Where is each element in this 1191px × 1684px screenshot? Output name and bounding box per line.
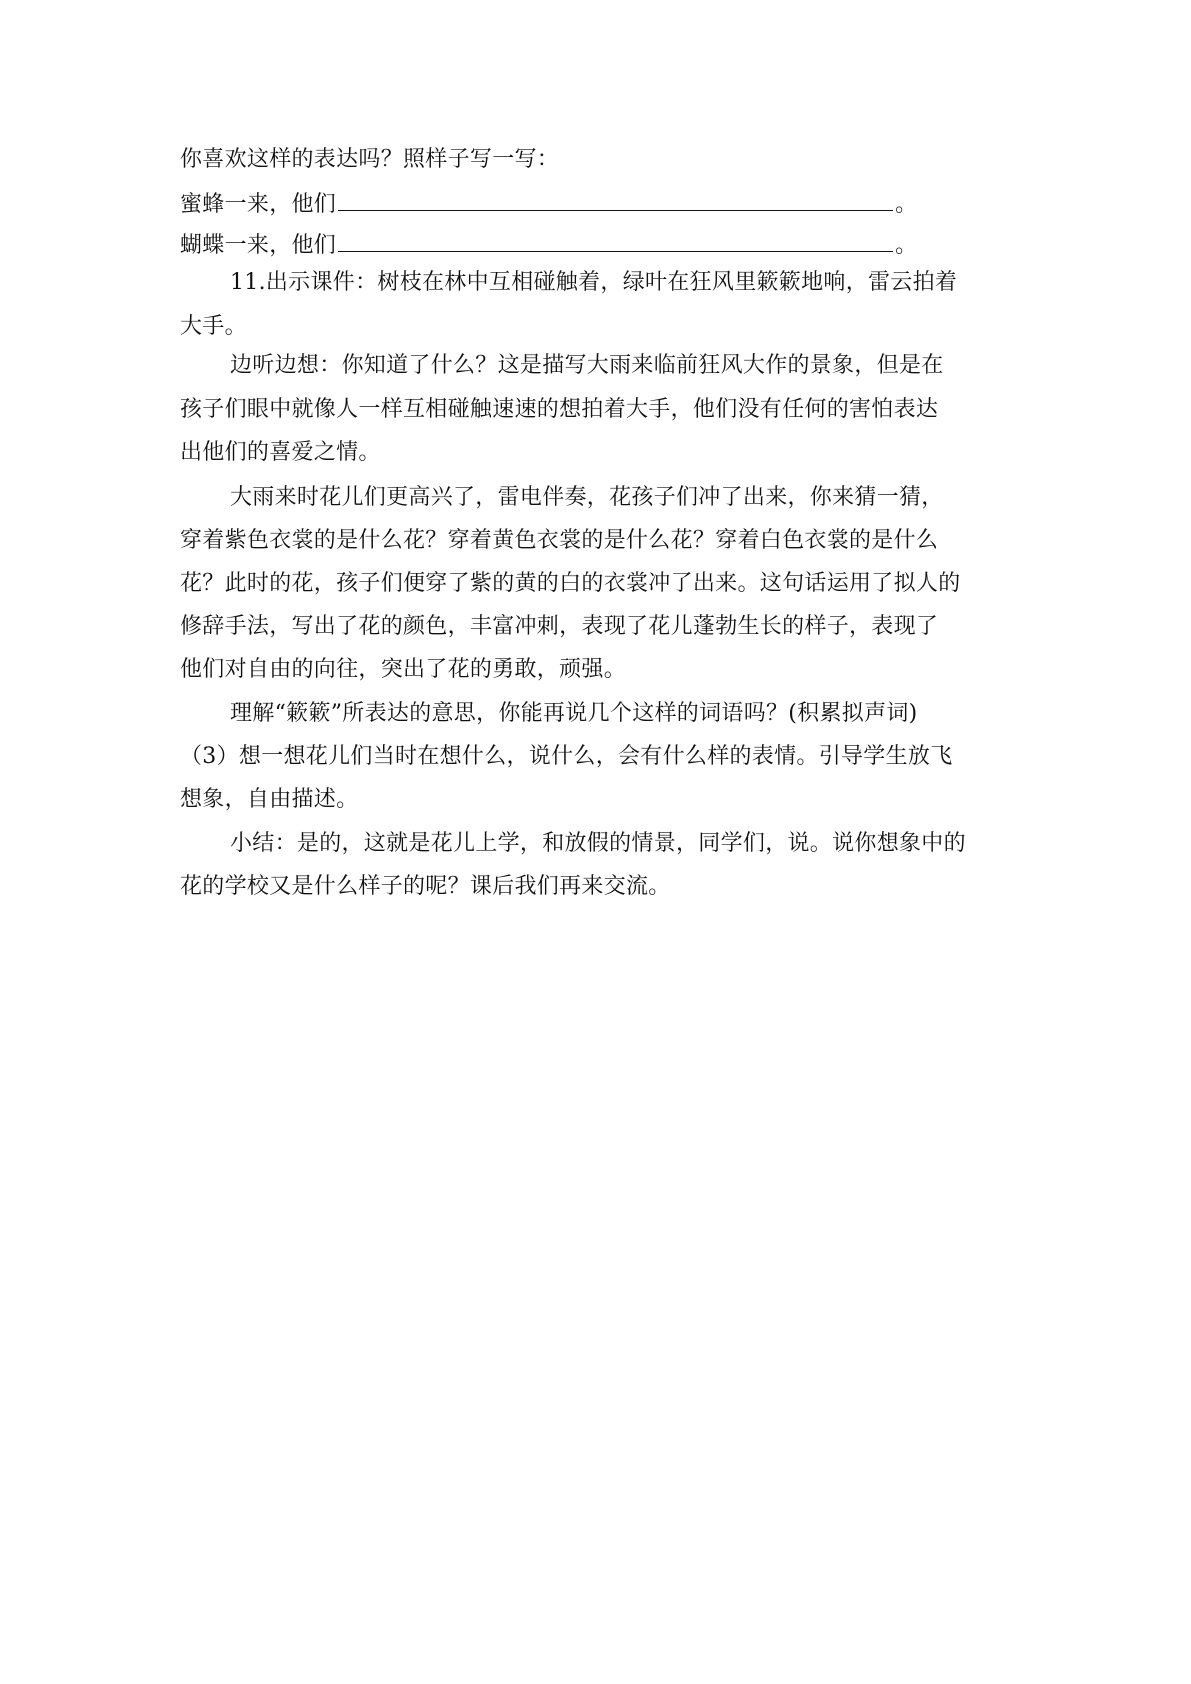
answer-blank[interactable] xyxy=(338,188,893,211)
paragraph-line: 边听边想：你知道了什么？这是描写大雨来临前狂风大作的景象，但是在 xyxy=(230,353,944,378)
fill-in-suffix: 。 xyxy=(895,192,918,217)
fill-in-prefix: 蜜蜂一来，他们 xyxy=(180,192,337,217)
paragraph-line: 大雨来时花儿们更高兴了，雷电伴奏，花孩子们冲了出来，你来猜一猜， xyxy=(230,485,944,510)
paragraph-line: 花的学校又是什么样子的呢？课后我们再来交流。 xyxy=(180,874,671,899)
answer-blank[interactable] xyxy=(338,229,893,252)
paragraph-line: 修辞手法，写出了花的颜色，丰富冲刺，表现了花儿蓬勃生长的样子，表现了 xyxy=(180,614,939,639)
paragraph-line: 他们对自由的向往，突出了花的勇敢，顽强。 xyxy=(180,657,627,682)
paragraph-line: 孩子们眼中就像人一样互相碰触速速的想拍着大手，他们没有任何的害怕表达 xyxy=(180,397,939,422)
paragraph-line: 理解“簌簌”所表达的意思，你能再说几个这样的词语吗？(积累拟声词) xyxy=(230,701,918,726)
fill-in-prefix: 蝴蝶一来，他们 xyxy=(180,233,337,258)
fill-in-suffix: 。 xyxy=(895,233,918,258)
paragraph-line: 穿着紫色衣裳的是什么花？穿着黄色衣裳的是什么花？穿着白色衣裳的是什么 xyxy=(180,528,939,553)
fill-in-line-bee xyxy=(180,188,917,220)
paragraph-line: 小结：是的，这就是花儿上学，和放假的情景，同学们，说。说你想象中的 xyxy=(230,831,966,856)
paragraph-line: 大手。 xyxy=(180,314,247,339)
paragraph-line: 想象，自由描述。 xyxy=(180,787,359,812)
paragraph-line: 出他们的喜爱之情。 xyxy=(180,440,381,465)
prompt-line: 你喜欢这样的表达吗？照样子写一写： xyxy=(180,147,560,172)
paragraph-line: 花？此时的花，孩子们便穿了紫的黄的白的衣裳冲了出来。这句话运用了拟人的 xyxy=(180,571,961,596)
paragraph-line: 11.出示课件：树枝在林中互相碰触着，绿叶在狂风里簌簌地响，雷云拍着 xyxy=(230,270,958,295)
paragraph-line: （3）想一想花儿们当时在想什么，说什么，会有什么样的表情。引导学生放飞 xyxy=(180,744,953,769)
fill-in-line-butterfly xyxy=(180,229,917,261)
